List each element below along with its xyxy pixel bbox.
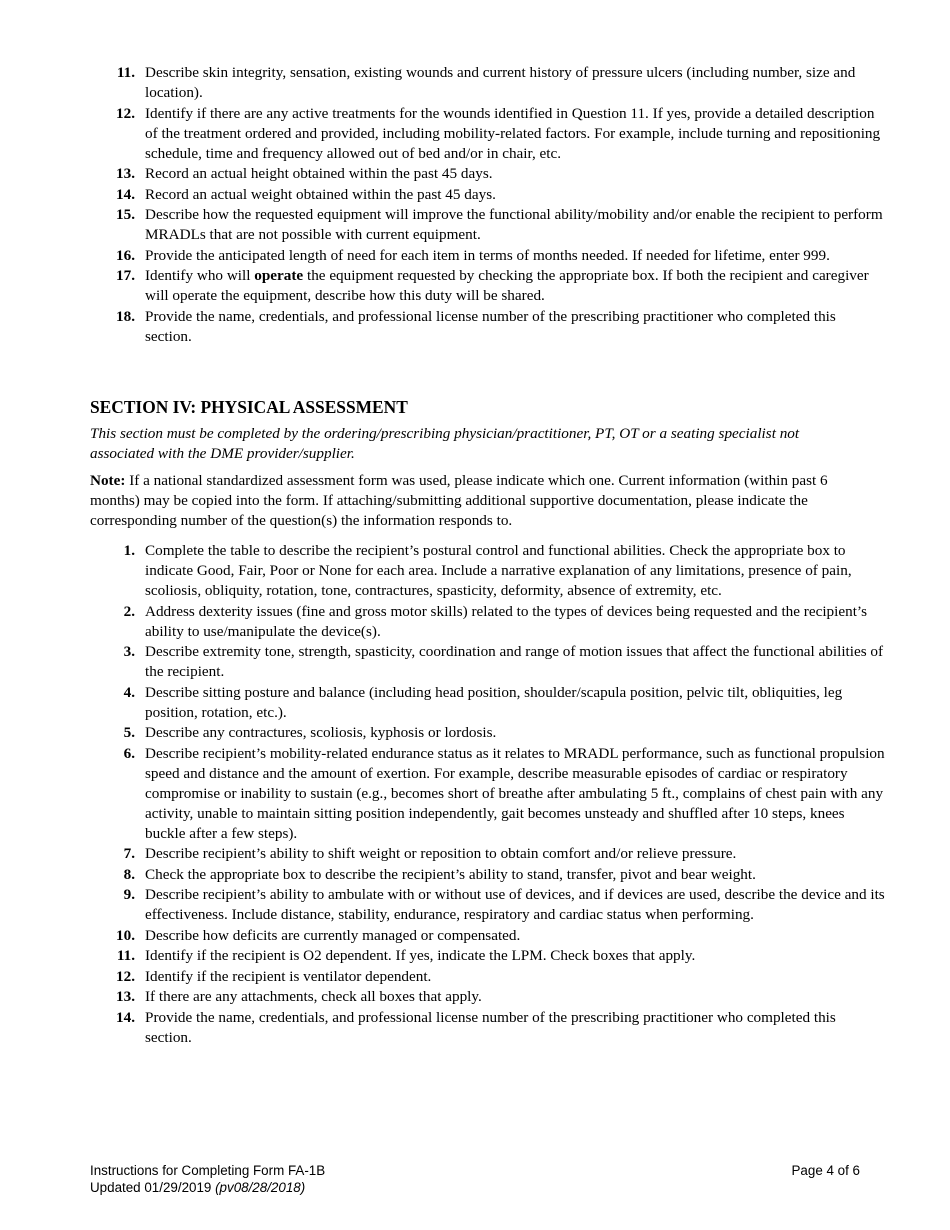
footer-version: (pv08/28/2018): [215, 1180, 306, 1195]
item-number: 8.: [123, 865, 135, 883]
list-item: [90, 602, 885, 642]
item-text: Identify if the recipient is O2 dependent. If yes, indicate the LPM. Check boxes that apply.: [145, 947, 696, 964]
list-item: [90, 63, 885, 103]
list-item: [90, 541, 885, 601]
item-number: 13.: [116, 165, 135, 182]
list-item: [90, 946, 885, 966]
section-intro: This section must be completed by the ordering/prescribing physician/practitioner, PT, OT or a seating specialist not associated with the DME provider/supplier.: [90, 425, 800, 462]
item-number: 14.: [116, 185, 135, 203]
item-text-before: Identify who will: [145, 267, 255, 284]
list-item: [90, 642, 885, 682]
footer-form-info: [90, 1162, 325, 1196]
item-number: 12.: [116, 104, 135, 122]
item-number: 9.: [123, 886, 135, 903]
item-text: Describe skin integrity, sensation, existing wounds and current history of pressure ulcers (including number, size and location).: [145, 64, 856, 101]
item-number: 16.: [116, 246, 135, 264]
item-number: 3.: [123, 643, 135, 660]
list-item: [90, 164, 885, 184]
item-text: Describe recipient’s mobility-related endurance status as it relates to MRADL performance, such as functional propulsion speed and distance and the amount of exertion. For example, describe measurable episodes of cardiac or respiratory compromise or inability to sustain (e.g., becomes short of breathe after ambulating 5 ft., complains of chest pain with any activity, unable to maintain sitting position independently, gait becomes unsteady and shuffled after 10 steps, knees buckle after a few steps).: [145, 744, 885, 842]
item-number: 10.: [116, 926, 135, 944]
list-item: [90, 844, 885, 864]
footer-updated-label: Updated 01/29/2019: [90, 1180, 216, 1195]
item-number: 2.: [123, 602, 135, 620]
list-item: [90, 683, 885, 723]
item-number: 7.: [123, 845, 135, 862]
list-item: [90, 104, 885, 164]
item-text: Record an actual height obtained within the past 45 days.: [145, 165, 493, 182]
item-text: Describe any contractures, scoliosis, kyphosis or lordosis.: [145, 724, 497, 741]
list-item: [90, 307, 885, 347]
item-text: Describe how the requested equipment will improve the functional ability/mobility and/or enable the recipient to perform MRADLs that are not possible with current equipment.: [145, 206, 883, 243]
item-number: 5.: [123, 724, 135, 741]
item-text: Complete the table to describe the recipient’s postural control and functional abilities. Check the appropriate box to indicate Good, Fair, Poor or None for each area. Include a narrative explanation of any limitations, presence of pain, scoliosis, obliquity, rotation, tone, contractures, spasticity, deformity, absence of extremity, etc.: [145, 542, 852, 599]
list-item: [90, 967, 885, 987]
item-text: [145, 266, 885, 306]
list-item: [90, 885, 885, 925]
list-item: [90, 266, 885, 306]
item-text: Describe recipient’s ability to ambulate with or without use of devices, and if devices are used, describe the device and its effectiveness. Include distance, stability, endurance, respiratory and cardiac status when performing.: [145, 886, 885, 923]
footer-updated: [90, 1179, 325, 1196]
item-number: 17.: [116, 267, 135, 284]
item-text: If there are any attachments, check all boxes that apply.: [145, 988, 482, 1005]
item-number: 12.: [116, 967, 135, 985]
note-text: If a national standardized assessment form was used, please indicate which one. Current information (within past 6 months) may be copied into the form. If attaching/submitting additional supportive documentation, please indicate the corresponding number of the question(s) the information responds to.: [90, 472, 828, 529]
item-number: 11.: [116, 64, 135, 81]
item-number: 11.: [116, 947, 135, 964]
item-number: 18.: [116, 307, 135, 325]
list-item: [90, 987, 885, 1007]
item-text: Provide the name, credentials, and professional license number of the prescribing practitioner who completed this section.: [145, 1008, 836, 1046]
item-number: 14.: [116, 1008, 135, 1026]
footer-page-number: Page 4 of 6: [791, 1163, 860, 1178]
section4-instruction-list: [90, 541, 885, 1048]
item-text-after: the equipment requested by checking the appropriate box. If both the recipient and caregiver will operate the equipment, describe how this duty will be shared.: [145, 267, 869, 304]
list-item: [90, 744, 885, 844]
item-number: 13.: [116, 988, 135, 1005]
section-note: [90, 471, 860, 531]
item-number: 4.: [123, 683, 135, 701]
item-number: 1.: [123, 542, 135, 559]
section3-instruction-list: [90, 63, 885, 347]
list-item: [90, 865, 885, 885]
item-text: Check the appropriate box to describe the recipient’s ability to stand, transfer, pivot and bear weight.: [145, 865, 756, 883]
item-text: Identify if there are any active treatments for the wounds identified in Question 11. If yes, provide a detailed description of the treatment ordered and provided, including mobility-related factors. For example, include turning and repositioning schedule, time and frequency allowed out of bed and/or in chair, etc.: [145, 104, 881, 162]
item-number: 15.: [116, 206, 135, 223]
item-text: Record an actual weight obtained within the past 45 days.: [145, 185, 496, 203]
note-label: Note:: [90, 472, 126, 489]
list-item: [90, 246, 885, 266]
list-item: [90, 926, 885, 946]
list-item: [90, 205, 885, 245]
footer-form-title: Instructions for Completing Form FA-1B: [90, 1163, 326, 1178]
item-text-emphasis: operate: [254, 267, 304, 284]
list-item: [90, 185, 885, 205]
item-text: Describe sitting posture and balance (including head position, shoulder/scapula position, pelvic tilt, obliquities, leg position, rotation, etc.).: [145, 683, 843, 721]
item-text: Address dexterity issues (fine and gross motor skills) related to the types of devices being requested and the recipient’s ability to use/manipulate the device(s).: [145, 602, 868, 640]
list-item: [90, 723, 885, 743]
item-text: Describe how deficits are currently managed or compensated.: [145, 926, 521, 944]
item-text: Describe extremity tone, strength, spasticity, coordination and range of motion issues that affect the functional abilities of the recipient.: [145, 643, 884, 680]
item-text: Describe recipient’s ability to shift weight or reposition to obtain comfort and/or relieve pressure.: [145, 845, 737, 862]
list-item: [90, 1008, 885, 1048]
item-text: Identify if the recipient is ventilator dependent.: [145, 967, 432, 985]
section-heading: SECTION IV: PHYSICAL ASSESSMENT: [90, 397, 408, 417]
item-number: 6.: [123, 744, 135, 762]
item-text: Provide the anticipated length of need for each item in terms of months needed. If needed for lifetime, enter 999.: [145, 246, 830, 264]
item-text: Provide the name, credentials, and professional license number of the prescribing practitioner who completed this section.: [145, 307, 836, 345]
